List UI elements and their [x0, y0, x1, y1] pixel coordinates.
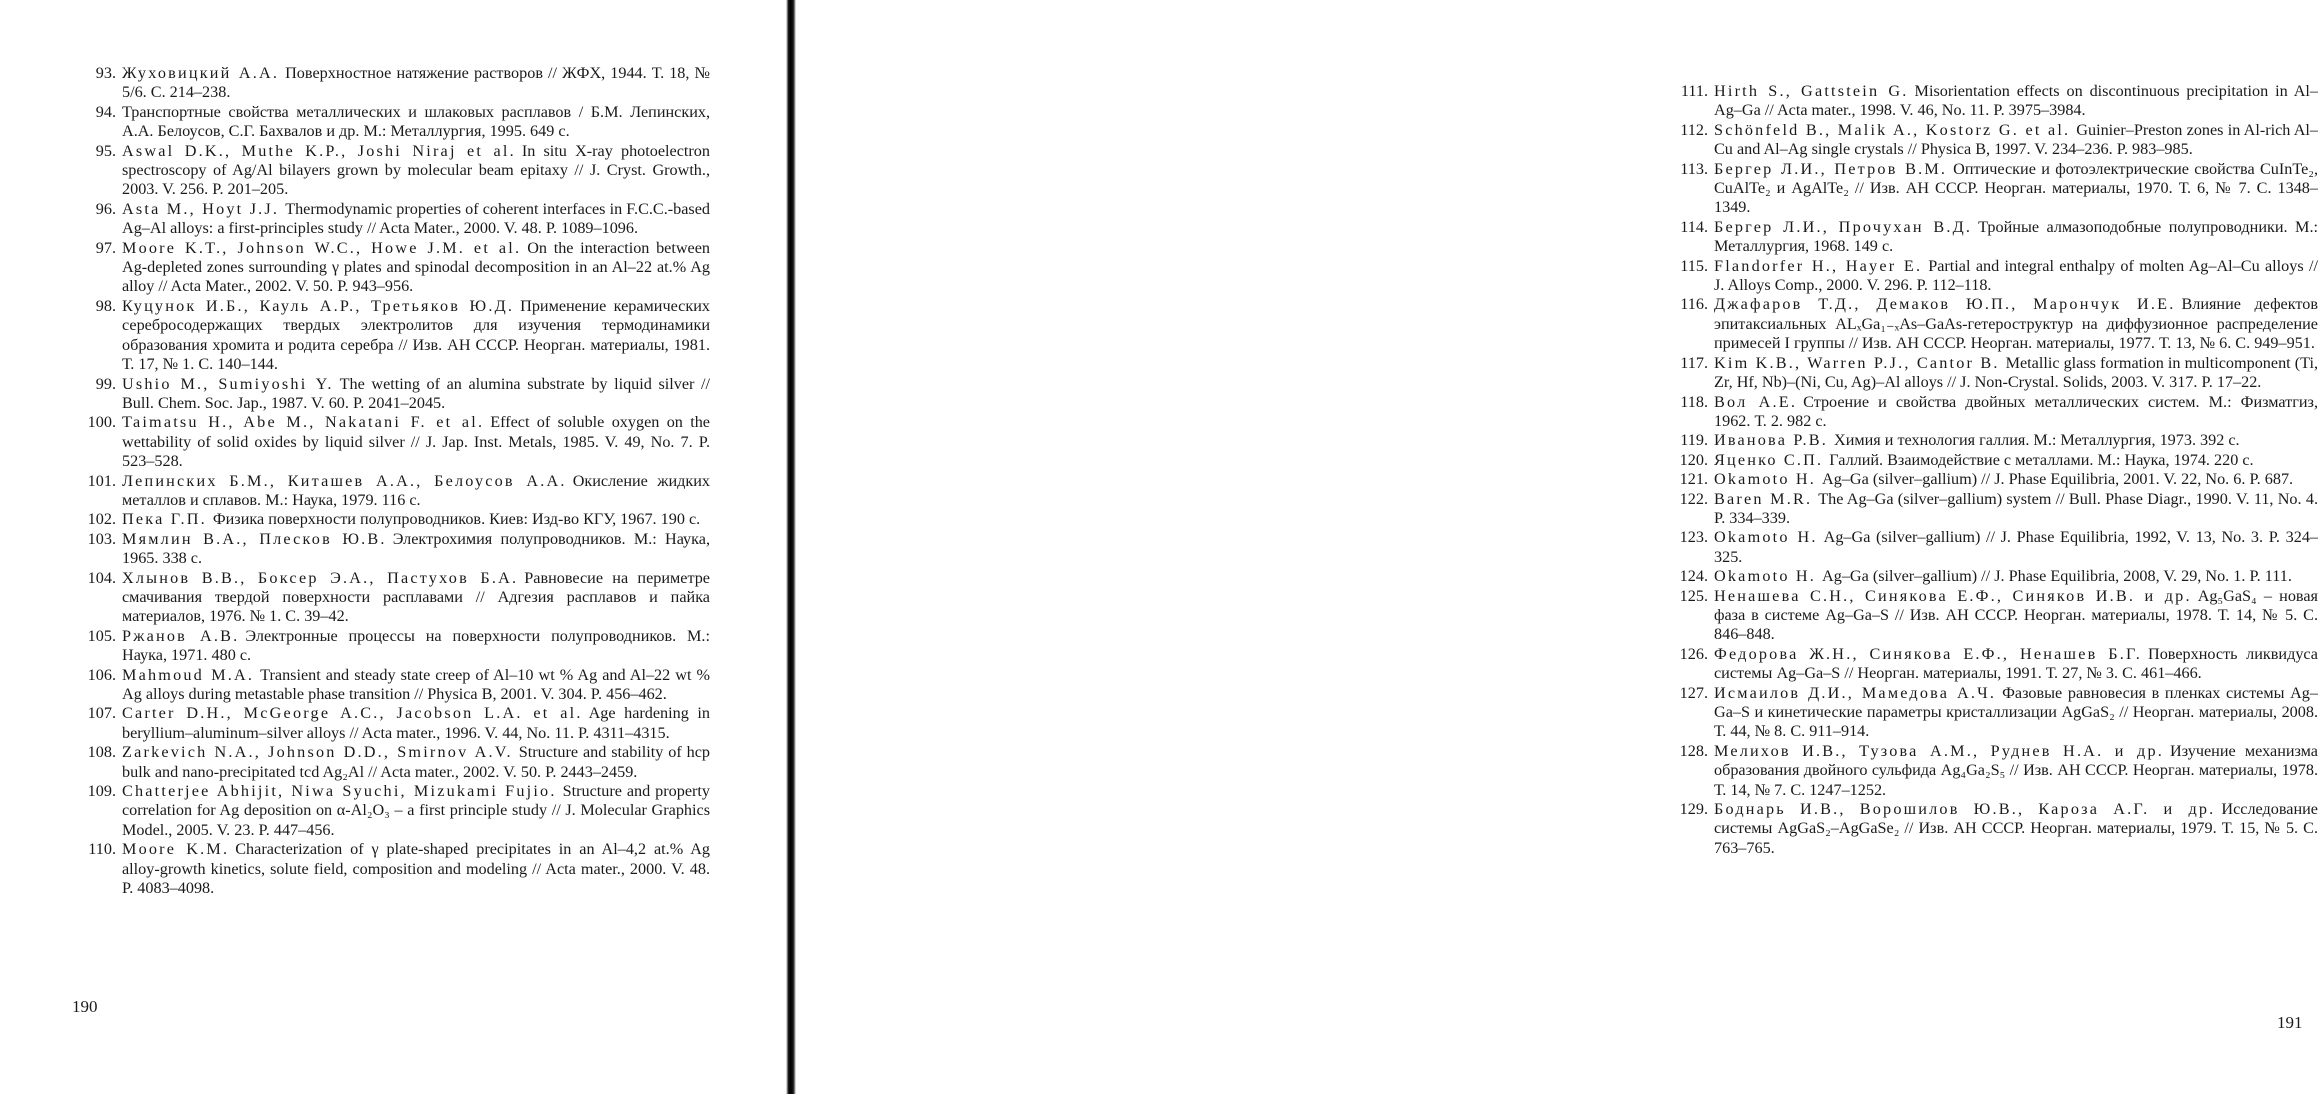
- reference-authors: Okamoto H.: [1714, 567, 1817, 586]
- reference-authors: Вол А.Е.: [1714, 392, 1798, 411]
- reference-number: 93.: [95, 64, 116, 82]
- reference-authors: Ненашева С.Н., Синякова Е.Ф., Синяков И.В. и др.: [1714, 586, 2192, 605]
- reference-authors: Лепинских Б.М., Киташев А.А., Белоусов А.А.: [122, 471, 567, 490]
- reference-text: Effect of soluble oxygen on the wettability of solid oxides by liquid silver // J. Jap. Inst. Metals, 1985. V. 49, No. 7. P. 523–528.: [122, 413, 710, 471]
- reference-item: [70, 64, 710, 103]
- reference-authors: Ushio M., Sumiyoshi Y.: [122, 374, 334, 393]
- reference-body: [1714, 82, 2318, 121]
- reference-text: Metallic glass formation in multicomponent (Ti, Zr, Hf, Nb)–(Ni, Cu, Ag)–Al alloys // J. Non-Crystal. Solids, 2003. V. 317. P. 17–22.: [1714, 353, 2318, 392]
- reference-authors: Asta M., Hoyt J.J.: [122, 199, 280, 218]
- reference-body: [122, 200, 710, 239]
- reference-text: Thermodynamic properties of coherent interfaces in F.C.C.-based Ag–Al alloys: a first-principles study // Acta Mater., 2000. V. 48. P. 1089–1096.: [122, 199, 710, 238]
- reference-item: [70, 472, 710, 511]
- reference-body: [1714, 470, 2318, 489]
- reference-body: [1714, 645, 2318, 684]
- reference-body: [122, 510, 710, 529]
- reference-number: 95.: [95, 141, 116, 160]
- reference-item: [70, 666, 710, 705]
- reference-number: 109.: [87, 782, 116, 801]
- reference-body: [1714, 295, 2318, 353]
- reference-number: 101.: [87, 471, 116, 490]
- reference-body: [122, 530, 710, 569]
- reference-authors: Aswal D.K., Muthe K.P., Joshi Niraj et al.: [122, 141, 516, 160]
- reference-body: [122, 103, 710, 142]
- reference-number: 96.: [95, 199, 116, 218]
- reference-item: [70, 743, 710, 782]
- reference-item: [70, 782, 710, 840]
- reference-item: [1662, 490, 2318, 529]
- reference-authors: Бергер Л.И., Прочухан В.Д.: [1714, 217, 1973, 236]
- reference-body: [1714, 528, 2318, 567]
- reference-item: [70, 840, 710, 898]
- reference-number: 121.: [1679, 470, 1708, 489]
- reference-authors: Куцунок И.Б., Кауль А.Р., Третьяков Ю.Д.: [122, 296, 515, 315]
- reference-text: Age hardening in beryllium–aluminum–silver alloys // Acta mater., 1996. V. 44, No. 11. P. 4311–4315.: [122, 704, 710, 742]
- reference-list-left: [70, 64, 710, 898]
- page-number: 190: [72, 997, 98, 1016]
- reference-text: Misorientation effects on discontinuous precipitation in Al–Ag–Ga // Acta mater., 1998. V. 46, No. 11. P. 3975–3984.: [1714, 82, 2318, 120]
- reference-body: [122, 375, 710, 414]
- reference-authors: Мелихов И.В., Тузова А.М., Руднев Н.А. и др.: [1714, 741, 2165, 760]
- reference-number: 106.: [87, 665, 116, 684]
- reference-authors: Chatterjee Abhijit, Niwa Syuchi, Mizukami Fujio.: [122, 782, 557, 801]
- reference-body: [122, 666, 710, 705]
- reference-list-right: [1662, 82, 2318, 858]
- reference-authors: Zarkevich N.A., Johnson D.D., Smirnov A.V.: [122, 743, 513, 762]
- reference-item: [1662, 354, 2318, 393]
- reference-body: [122, 704, 710, 743]
- reference-text: Characterization of γ plate-shaped precipitates in an Al–4,2 at.% Ag alloy-growth kinetics, solute field, composition and modeling // Acta mater., 2000. V. 48. P. 4083–4098.: [122, 840, 710, 898]
- reference-text: Электрохимия полупроводников. М.: Наука, 1965. 338 с.: [122, 529, 710, 568]
- reference-authors: Kim K.B., Warren P.J., Cantor B.: [1714, 353, 2000, 372]
- reference-text: Structure and property correlation for Ag deposition on α-Al₂O₃ – a first principle study // J. Molecular Graphics Model., 2005. V. 23. P. 447–456.: [122, 782, 711, 839]
- reference-text: Оптические и фотоэлектрические свойства CuInTe₂, CuAlTe₂ и AgAlTe₂ // Изв. АН СССР. Неорган. материалы, 1970. Т. 6, № 7. С. 1348–1349.: [1714, 159, 2318, 217]
- reference-body: [122, 569, 710, 627]
- reference-body: [122, 413, 710, 471]
- reference-body: [122, 239, 710, 297]
- reference-authors: Яценко С.П.: [1714, 450, 1824, 469]
- reference-number: 110.: [88, 840, 116, 859]
- reference-item: [70, 297, 710, 375]
- reference-item: [70, 704, 710, 743]
- reference-item: [1662, 587, 2318, 645]
- reference-number: 127.: [1679, 683, 1708, 702]
- reference-number: 113.: [1680, 159, 1708, 178]
- reference-item: [70, 530, 710, 569]
- reference-item: [70, 103, 710, 142]
- reference-body: [1714, 742, 2318, 800]
- reference-item: [1662, 218, 2318, 257]
- reference-text: Применение керамических серебросодержащих твердых электролитов для изучения термодинамики образования хромита и родита серебра // Изв. АН СССР. Неорган. материалы, 1981. Т. 17, № 1. С. 140–144.: [122, 296, 710, 374]
- reference-text: Ag–Ga (silver–gallium) // J. Phase Equilibria, 1992, V. 13, No. 3. P. 324–325.: [1714, 528, 2318, 566]
- reference-item: [1662, 800, 2318, 858]
- reference-number: 124.: [1679, 567, 1708, 586]
- reference-item: [70, 413, 710, 471]
- reference-authors: Федорова Ж.Н., Синякова Е.Ф., Ненашев Б.Г.: [1714, 644, 2143, 663]
- reference-item: [1662, 160, 2318, 218]
- reference-body: [122, 142, 710, 200]
- reference-authors: Джафаров Т.Д., Демаков Ю.П., Мaрончук И.Е.: [1714, 295, 2176, 314]
- reference-body: [1714, 800, 2318, 858]
- reference-number: 103.: [87, 529, 116, 548]
- reference-text: The wetting of an alumina substrate by liquid silver // Bull. Chem. Soc. Jap., 1987. V. 60. P. 2041–2045.: [122, 374, 711, 412]
- reference-text: Физика поверхности полупроводников. Киев: Изд-во КГУ, 1967. 190 с.: [212, 510, 701, 529]
- reference-number: 123.: [1679, 528, 1708, 547]
- reference-body: [122, 743, 710, 782]
- reference-authors: Пека Г.П.: [122, 510, 207, 529]
- reference-number: 107.: [87, 704, 116, 723]
- reference-item: [1662, 684, 2318, 742]
- book-spine-gutter: [786, 0, 796, 1094]
- reference-text: Фазовые равновесия в пленках системы Ag–Ga–S и кинетические параметры кристаллизации AgGaS₂ // Неорган. материалы, 2008. Т. 44, № 8. С. 911–914.: [1714, 683, 2318, 741]
- reference-number: 108.: [87, 743, 116, 762]
- reference-number: 125.: [1679, 586, 1708, 605]
- reference-body: [1714, 451, 2318, 470]
- reference-text: Ag–Ga (silver–gallium) // J. Phase Equilibria, 2001. V. 22, No. 6. P. 687.: [1822, 470, 2294, 489]
- reference-text: Поверхность ликвидуса системы Ag–Ga–S // Неорган. материалы, 1991. Т. 27, № 3. С. 461–466.: [1714, 644, 2318, 683]
- reference-item: [1662, 528, 2318, 567]
- left-page: [0, 0, 790, 1094]
- reference-authors: Okamoto H.: [1714, 528, 1818, 547]
- reference-number: 122.: [1679, 489, 1708, 508]
- reference-number: 128.: [1679, 741, 1708, 760]
- reference-number: 119.: [1680, 431, 1708, 450]
- reference-text: Транспортные свойства металлических и шлаковых расплавов / Б.М. Лепинских, А.А. Белоусов, С.Г. Бахвалов и др. М.: Металлургия, 1995. 649 с.: [122, 102, 710, 141]
- reference-text: The Ag–Ga (silver–gallium) system // Bull. Phase Diagr., 1990. V. 11, No. 4. P. 334–339.: [1714, 489, 2318, 527]
- reference-number: 102.: [87, 510, 116, 529]
- reference-item: [1662, 82, 2318, 121]
- page-number: 191: [2277, 1013, 2303, 1032]
- reference-item: [1662, 470, 2318, 489]
- right-page: [800, 0, 2318, 1094]
- reference-authors: Okamoto H.: [1714, 470, 1817, 489]
- reference-number: 105.: [87, 626, 116, 645]
- reference-number: 116.: [1680, 295, 1708, 314]
- reference-item: [70, 627, 710, 666]
- reference-item: [1662, 567, 2318, 586]
- reference-item: [1662, 295, 2318, 353]
- reference-number: 100.: [87, 413, 116, 432]
- reference-body: [1714, 393, 2318, 432]
- reference-body: [1714, 160, 2318, 218]
- reference-text: Изучение механизма образования двойного сульфида Ag₄Ga₂S₅ // Изв. АН СССР. Неорган. материалы, 1978. Т. 14, № 7. С. 1247–1252.: [1714, 741, 2318, 799]
- reference-number: 94.: [95, 102, 116, 121]
- reference-text: Guinier–Preston zones in Al-rich Al–Cu and Al–Ag single crystals // Physica B, 1997. V. 234–236. P. 983–985.: [1714, 120, 2318, 159]
- reference-item: [1662, 121, 2318, 160]
- reference-item: [70, 142, 710, 200]
- reference-body: [1714, 431, 2318, 450]
- reference-item: [1662, 451, 2318, 470]
- reference-body: [122, 840, 710, 898]
- reference-body: [122, 297, 710, 375]
- reference-text: Ag₅GaS₄ – новая фаза в системе Ag–Ga–S // Изв. АН СССР. Неорган. материалы, 1978. Т. 14, № 5. С. 846–848.: [1714, 586, 2318, 644]
- reference-body: [122, 64, 710, 103]
- reference-text: Окисление жидких металлов и сплавов. М.: Наука, 1979. 116 с.: [122, 471, 710, 509]
- reference-authors: Hirth S., Gattstein G.: [1714, 82, 1909, 100]
- reference-authors: Иванова Р.В.: [1714, 431, 1828, 450]
- reference-item: [1662, 742, 2318, 800]
- reference-authors: Мямлин В.А., Плесков Ю.В.: [122, 529, 387, 548]
- reference-item: [70, 510, 710, 529]
- reference-body: [1714, 684, 2318, 742]
- reference-text: Равновесие на периметре смачивания твердой поверхности расплавами // Адгезия расплавов и пайка материалов, 1976. № 1. С. 39–42.: [122, 568, 710, 626]
- reference-body: [122, 472, 710, 511]
- reference-body: [122, 782, 710, 840]
- reference-item: [70, 375, 710, 414]
- reference-body: [1714, 218, 2318, 257]
- reference-text: Structure and stability of hcp bulk and nano-precipitated tcd Ag₂Al // Acta mater., 2002. V. 50. P. 2443–2459.: [122, 743, 710, 781]
- reference-number: 97.: [95, 238, 116, 257]
- reference-number: 112.: [1680, 120, 1708, 139]
- reference-body: [1714, 587, 2318, 645]
- reference-text: Электронные процессы на поверхности полупроводников. М.: Наука, 1971. 480 с.: [122, 626, 710, 665]
- reference-body: [122, 627, 710, 666]
- reference-text: Ag–Ga (silver–gallium) // J. Phase Equilibria, 2008, V. 29, No. 1. P. 111.: [1822, 567, 2292, 586]
- reference-text: Transient and steady state creep of Al–10 wt % Ag and Al–22 wt % Ag alloys during metastable phase transition // Physica B, 2001. V. 304. P. 456–462.: [122, 665, 710, 703]
- reference-text: On the interaction between Ag-depleted zones surrounding γ plates and spinodal decomposition in an Al–22 at.% Ag alloy // Acta Mater., 2002. V. 50. P. 943–956.: [122, 238, 710, 296]
- reference-text: Влияние дефектов эпитаксиальных ALₓGa₁₋ₓAs–GaAs-гетероструктур на диффузионное распределение примесей I группы // Изв. АН СССР. Неорган. материалы, 1977. Т. 13, № 6. С. 949–951.: [1714, 295, 2318, 353]
- reference-authors: Carter D.H., McGeorge A.C., Jacobson L.A. et al.: [122, 704, 583, 723]
- reference-text: Тройные алмазоподобные полупроводники. М.: Металлургия, 1968. 149 с.: [1714, 217, 2318, 256]
- reference-authors: Mahmoud M.A.: [122, 665, 255, 684]
- reference-text: Исследование системы AgGaS₂–AgGaSe₂ // Изв. АН СССР. Неорган. материалы, 1979. Т. 15, № 5. С. 763–765.: [1714, 800, 2318, 857]
- reference-number: 129.: [1679, 800, 1708, 819]
- reference-authors: Moore K.T., Johnson W.C., Howe J.M. et al.: [122, 238, 522, 257]
- reference-item: [70, 239, 710, 297]
- reference-number: 99.: [95, 374, 116, 393]
- reference-item: [70, 569, 710, 627]
- reference-authors: Baren M.R.: [1714, 489, 1813, 508]
- reference-authors: Ржанов А.В.: [122, 626, 240, 645]
- reference-authors: Исмаилов Д.И., Мамедова А.Ч.: [1714, 683, 1997, 702]
- reference-text: Partial and integral enthalpy of molten Ag–Al–Cu alloys // J. Alloys Comp., 2000. V. 296. P. 112–118.: [1714, 256, 2318, 295]
- reference-body: [1714, 354, 2318, 393]
- reference-number: 114.: [1680, 217, 1708, 236]
- reference-item: [1662, 257, 2318, 296]
- reference-text: Химия и технология галлия. М.: Металлургия, 1973. 392 с.: [1834, 431, 2240, 450]
- reference-authors: Taimatsu H., Abe M., Nakatani F. et al.: [122, 413, 485, 432]
- reference-number: 104.: [87, 568, 116, 587]
- reference-authors: Бергер Л.И., Петров В.М.: [1714, 159, 1948, 178]
- reference-number: 115.: [1680, 256, 1708, 275]
- reference-body: [1714, 567, 2318, 586]
- reference-item: [1662, 431, 2318, 450]
- reference-number: 117.: [1680, 353, 1708, 372]
- reference-body: [1714, 490, 2318, 529]
- reference-item: [1662, 645, 2318, 684]
- reference-body: [1714, 121, 2318, 160]
- reference-number: 98.: [95, 296, 116, 315]
- reference-number: 126.: [1679, 644, 1708, 663]
- reference-body: [1714, 257, 2318, 296]
- reference-item: [70, 200, 710, 239]
- reference-authors: Боднарь И.В., Ворошилов Ю.В., Кароза А.Г. и др.: [1714, 800, 2216, 819]
- reference-authors: Flandorfer H., Hayer E.: [1714, 256, 1923, 275]
- reference-text: Галлий. Взаимодействие с металлами. М.: Наука, 1974. 220 с.: [1829, 450, 2254, 469]
- reference-number: 120.: [1679, 450, 1708, 469]
- reference-authors: Schönfeld B., Malik A., Kostorz G. et al.: [1714, 120, 2071, 139]
- reference-text: Поверхностное натяжение растворов // ЖФХ, 1944. Т. 18, № 5/6. С. 214–238.: [122, 64, 710, 102]
- reference-number: 111.: [1680, 82, 1708, 100]
- reference-item: [1662, 393, 2318, 432]
- reference-authors: Хлынов В.В., Боксер Э.А., Пастухов Б.А.: [122, 568, 519, 587]
- reference-text: In situ X-ray photoelectron spectroscopy of Ag/Al bilayers grown by molecular beam epitaxy // J. Cryst. Growth., 2003. V. 256. P. 201–205.: [122, 141, 710, 199]
- reference-authors: Moore K.M.: [122, 840, 230, 859]
- reference-number: 118.: [1680, 392, 1708, 411]
- reference-authors: Жуховицкий А.А.: [122, 64, 280, 82]
- reference-text: Строение и свойства двойных металлических систем. М.: Физматгиз, 1962. Т. 2. 982 с.: [1714, 392, 2318, 430]
